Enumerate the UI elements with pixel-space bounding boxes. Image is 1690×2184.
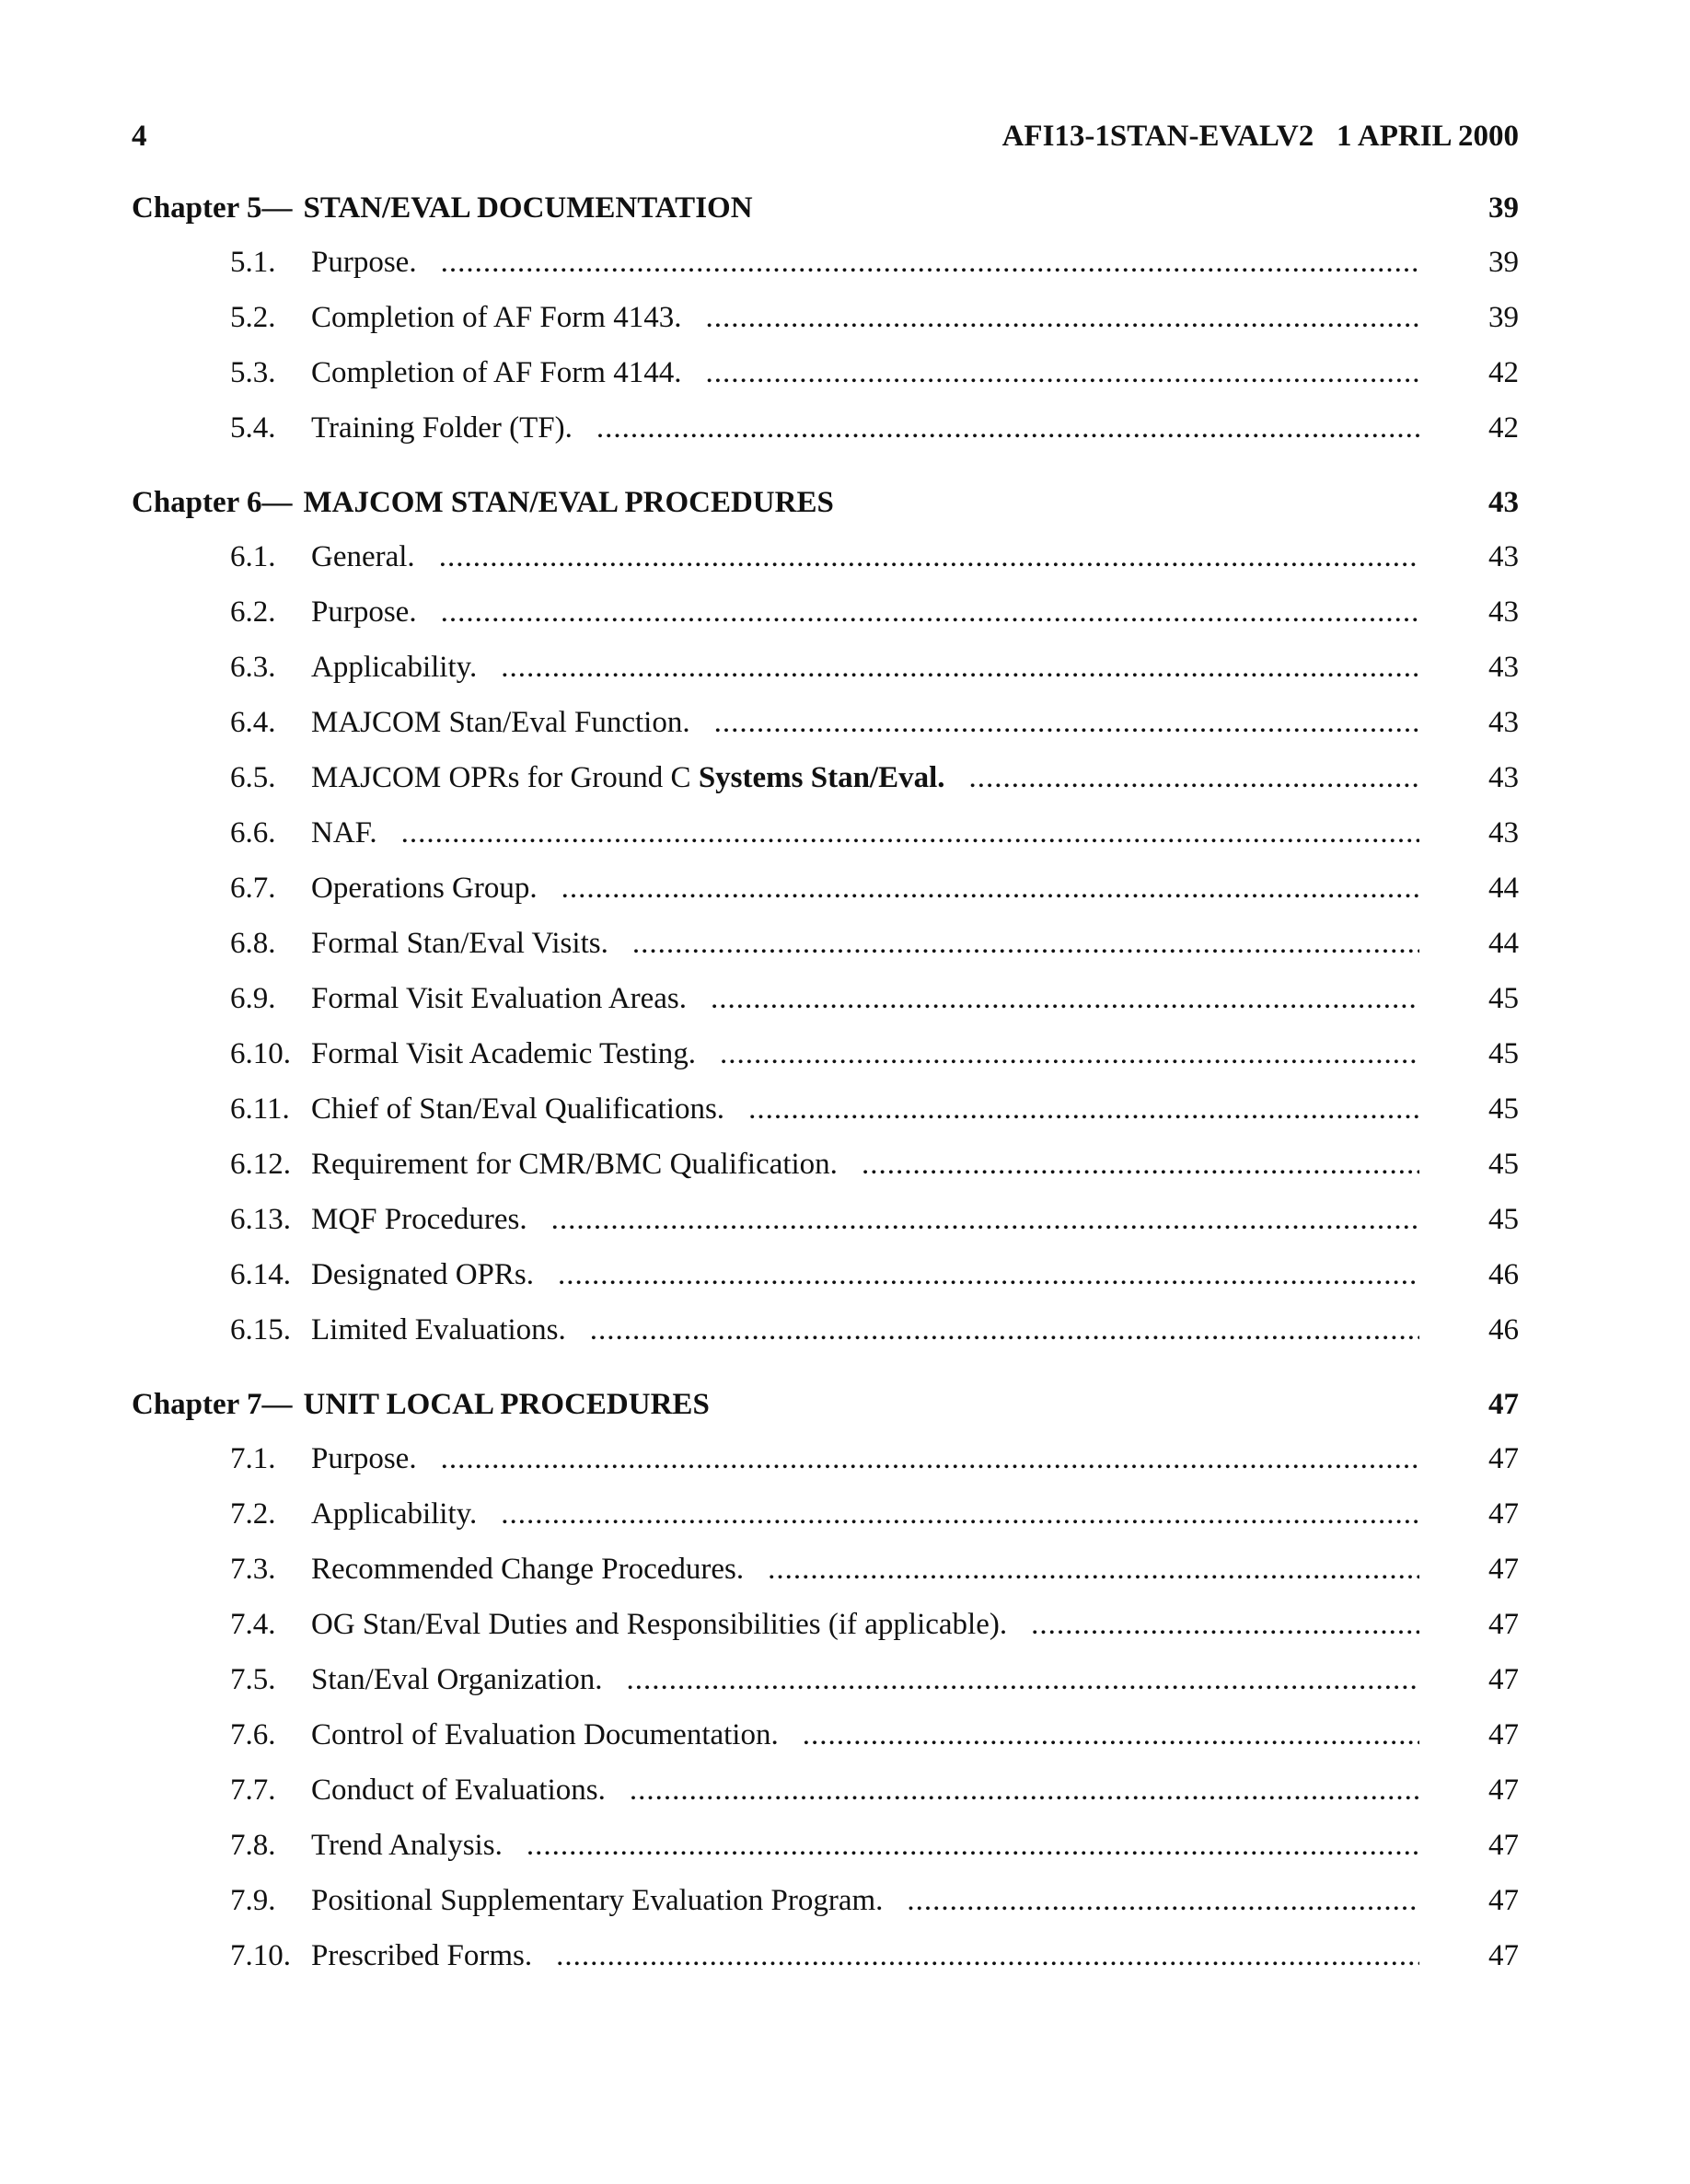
section-title (311, 1873, 883, 1928)
chapter-title: MAJCOM STAN/EVAL PROCEDURES (303, 486, 834, 519)
section-page-number: 47 (1488, 1939, 1519, 1972)
section-title-text: Applicability. (311, 651, 478, 684)
chapter-gap (132, 456, 1519, 476)
dot-leader (590, 1302, 1419, 1358)
toc-entry[interactable] (132, 1762, 1519, 1818)
toc-entry[interactable] (132, 1302, 1519, 1358)
section-page-number: 39 (1488, 246, 1519, 279)
toc-entry[interactable] (132, 529, 1519, 584)
section-number: 7.2. (230, 1497, 276, 1531)
section-page-number: 47 (1488, 1829, 1519, 1862)
section-title-text: Recommended Change Procedures. (311, 1553, 745, 1586)
section-title-text: General. (311, 540, 415, 573)
section-number: 7.3. (230, 1553, 276, 1586)
section-number: 7.4. (230, 1608, 276, 1641)
chapter-label: Chapter 7— (132, 1388, 293, 1421)
section-title-text: Conduct of Evaluations. (311, 1774, 606, 1807)
section-page-number: 46 (1488, 1313, 1519, 1346)
dot-leader (720, 1026, 1419, 1081)
section-title-text: Positional Supplementary Evaluation Program. (311, 1884, 884, 1917)
section-title (311, 1302, 566, 1358)
dot-leader (551, 1192, 1419, 1247)
section-title (311, 1597, 1007, 1652)
section-title-text: Purpose. (311, 1442, 417, 1475)
section-title (311, 1707, 779, 1762)
section-title (311, 290, 681, 345)
section-title (311, 1818, 503, 1873)
toc-entry[interactable] (132, 861, 1519, 916)
section-page-number: 45 (1488, 1203, 1519, 1236)
chapter-page-number: 39 (1488, 191, 1519, 225)
dot-leader (441, 584, 1419, 640)
dot-leader (748, 1081, 1419, 1137)
toc-entry[interactable] (132, 1247, 1519, 1302)
toc-entry[interactable] (132, 1192, 1519, 1247)
section-page-number: 45 (1488, 1092, 1519, 1126)
section-page-number: 39 (1488, 301, 1519, 334)
toc-entry[interactable] (132, 345, 1519, 400)
section-title-text: Completion of AF Form 4144. (311, 356, 682, 389)
chapter-heading[interactable] (132, 476, 1519, 529)
chapter-label: Chapter 6— (132, 486, 293, 519)
section-number: 7.6. (230, 1718, 276, 1751)
toc-entry[interactable] (132, 1652, 1519, 1707)
section-title-text: Formal Stan/Eval Visits. (311, 927, 608, 960)
dot-leader (401, 805, 1419, 861)
section-number: 6.1. (230, 540, 276, 573)
section-number: 6.4. (230, 706, 276, 739)
section-title (311, 1081, 724, 1137)
toc-entry[interactable] (132, 805, 1519, 861)
section-page-number: 47 (1488, 1608, 1519, 1641)
section-number: 6.7. (230, 872, 276, 905)
section-number: 6.2. (230, 595, 276, 629)
section-title (311, 1247, 534, 1302)
section-number: 5.2. (230, 301, 276, 334)
section-page-number: 44 (1488, 927, 1519, 960)
section-number: 7.7. (230, 1774, 276, 1807)
section-title-text: Training Folder (TF). (311, 411, 573, 445)
section-title (311, 1542, 744, 1597)
section-number: 5.3. (230, 356, 276, 389)
toc-entry[interactable] (132, 235, 1519, 290)
chapter-gap (132, 1358, 1519, 1378)
section-title (311, 640, 477, 695)
section-title (311, 400, 573, 456)
section-number: 6.12. (230, 1148, 291, 1181)
section-title-text: Requirement for CMR/BMC Qualification. (311, 1148, 838, 1181)
dot-leader (527, 1818, 1419, 1873)
dot-leader (714, 695, 1419, 750)
section-title-text: Trend Analysis. (311, 1829, 503, 1862)
dot-leader (768, 1542, 1419, 1597)
chapter-title: STAN/EVAL DOCUMENTATION (303, 191, 753, 225)
section-title-text: Prescribed Forms. (311, 1939, 533, 1972)
dot-leader (907, 1873, 1419, 1928)
section-number: 7.9. (230, 1884, 276, 1917)
chapter-heading[interactable] (132, 1378, 1519, 1431)
dot-leader (803, 1707, 1419, 1762)
dot-leader (632, 916, 1419, 971)
section-title-text: Purpose. (311, 595, 417, 629)
toc-entry[interactable] (132, 1928, 1519, 1983)
section-title-text: MQF Procedures. (311, 1203, 527, 1236)
section-page-number: 43 (1488, 595, 1519, 629)
section-page-number: 42 (1488, 356, 1519, 389)
toc-entry[interactable] (132, 1818, 1519, 1873)
section-title-text: Formal Visit Evaluation Areas. (311, 982, 688, 1015)
section-title (311, 750, 945, 805)
running-header (132, 120, 1519, 160)
section-number: 5.1. (230, 246, 276, 279)
section-page-number: 43 (1488, 761, 1519, 794)
table-of-contents (132, 181, 1519, 1983)
section-page-number: 47 (1488, 1442, 1519, 1475)
section-page-number: 42 (1488, 411, 1519, 445)
section-page-number: 44 (1488, 872, 1519, 905)
toc-entry[interactable] (132, 695, 1519, 750)
section-page-number: 47 (1488, 1718, 1519, 1751)
dot-leader (441, 235, 1419, 290)
section-title-text: Limited Evaluations. (311, 1313, 566, 1346)
toc-entry[interactable] (132, 1486, 1519, 1542)
section-title (311, 861, 538, 916)
toc-entry[interactable] (132, 971, 1519, 1026)
section-page-number: 43 (1488, 816, 1519, 849)
section-title-text: OG Stan/Eval Duties and Responsibilities (if applicable). (311, 1608, 1008, 1641)
dot-leader (711, 971, 1419, 1026)
section-number: 6.8. (230, 927, 276, 960)
section-page-number: 43 (1488, 540, 1519, 573)
section-number: 6.5. (230, 761, 276, 794)
section-title (311, 695, 690, 750)
toc-entry[interactable] (132, 1081, 1519, 1137)
dot-leader (705, 290, 1419, 345)
toc-entry[interactable] (132, 400, 1519, 456)
dot-leader (441, 1431, 1419, 1486)
toc-entry[interactable] (132, 290, 1519, 345)
dot-leader (705, 345, 1419, 400)
section-number: 7.1. (230, 1442, 276, 1475)
dot-leader (1031, 1597, 1419, 1652)
toc-entry[interactable] (132, 1542, 1519, 1597)
section-title (311, 1026, 696, 1081)
section-title-text: Formal Visit Academic Testing. (311, 1037, 696, 1070)
section-title-text: Chief of Stan/Eval Qualifications. (311, 1092, 725, 1126)
dot-leader (862, 1137, 1419, 1192)
chapter-title: UNIT LOCAL PROCEDURES (303, 1388, 710, 1421)
toc-entry[interactable] (132, 640, 1519, 695)
section-title-text: Designated OPRs. (311, 1258, 534, 1291)
section-number: 6.13. (230, 1203, 291, 1236)
section-title-text: Stan/Eval Organization. (311, 1663, 603, 1696)
dot-leader (439, 529, 1419, 584)
section-number: 7.8. (230, 1829, 276, 1862)
section-title (311, 1652, 602, 1707)
dot-leader (501, 1486, 1419, 1542)
section-title (311, 345, 681, 400)
chapter-label: Chapter 5— (132, 191, 293, 225)
toc-entry[interactable] (132, 1137, 1519, 1192)
section-title-text: Control of Evaluation Documentation. (311, 1718, 779, 1751)
section-page-number: 47 (1488, 1884, 1519, 1917)
toc-entry[interactable] (132, 584, 1519, 640)
toc-entry[interactable] (132, 1873, 1519, 1928)
section-title (311, 805, 377, 861)
document-id: AFI13-1STAN-EVALV2 1 APRIL 2000 (1001, 120, 1519, 153)
section-number: 6.11. (230, 1092, 290, 1126)
section-title (311, 916, 608, 971)
section-title-text: Purpose. (311, 246, 417, 279)
section-title (311, 529, 415, 584)
section-number: 6.15. (230, 1313, 291, 1346)
section-title (311, 584, 417, 640)
dot-leader (561, 861, 1419, 916)
section-page-number: 47 (1488, 1553, 1519, 1586)
section-number: 6.3. (230, 651, 276, 684)
section-page-number: 43 (1488, 651, 1519, 684)
dot-leader (558, 1247, 1419, 1302)
section-page-number: 45 (1488, 982, 1519, 1015)
section-number: 7.5. (230, 1663, 276, 1696)
section-page-number: 47 (1488, 1497, 1519, 1531)
section-title-text: MAJCOM OPRs for Ground C (311, 761, 699, 794)
section-number: 6.14. (230, 1258, 291, 1291)
toc-entry[interactable] (132, 1431, 1519, 1486)
section-number: 7.10. (230, 1939, 291, 1972)
dot-leader (626, 1652, 1419, 1707)
dot-leader (630, 1762, 1419, 1818)
chapter-page-number: 47 (1488, 1388, 1519, 1421)
section-title (311, 235, 417, 290)
dot-leader (556, 1928, 1419, 1983)
section-title (311, 1431, 417, 1486)
page-number: 4 (132, 120, 147, 153)
section-title-text: Operations Group. (311, 872, 538, 905)
toc-entry[interactable] (132, 1026, 1519, 1081)
section-page-number: 46 (1488, 1258, 1519, 1291)
section-title (311, 1137, 838, 1192)
section-title (311, 1486, 477, 1542)
toc-entry[interactable] (132, 750, 1519, 805)
toc-entry[interactable] (132, 1597, 1519, 1652)
section-number: 6.6. (230, 816, 276, 849)
chapter-page-number: 43 (1488, 486, 1519, 519)
section-number: 6.9. (230, 982, 276, 1015)
section-page-number: 43 (1488, 706, 1519, 739)
section-title (311, 1192, 527, 1247)
section-title (311, 1928, 532, 1983)
section-page-number: 47 (1488, 1663, 1519, 1696)
section-page-number: 45 (1488, 1037, 1519, 1070)
section-title-text: NAF. (311, 816, 377, 849)
dot-leader (596, 400, 1419, 456)
section-page-number: 45 (1488, 1148, 1519, 1181)
toc-entry[interactable] (132, 1707, 1519, 1762)
section-title (311, 1762, 606, 1818)
section-number: 6.10. (230, 1037, 291, 1070)
dot-leader (501, 640, 1419, 695)
toc-entry[interactable] (132, 916, 1519, 971)
dot-leader (969, 750, 1419, 805)
section-page-number: 47 (1488, 1774, 1519, 1807)
section-title-text: Completion of AF Form 4143. (311, 301, 682, 334)
section-title-text: MAJCOM Stan/Eval Function. (311, 706, 690, 739)
chapter-heading[interactable] (132, 181, 1519, 235)
section-title-text: Applicability. (311, 1497, 478, 1531)
section-title (311, 971, 687, 1026)
section-number: 5.4. (230, 411, 276, 445)
section-title-bold-text: Systems Stan/Eval. (698, 761, 945, 794)
